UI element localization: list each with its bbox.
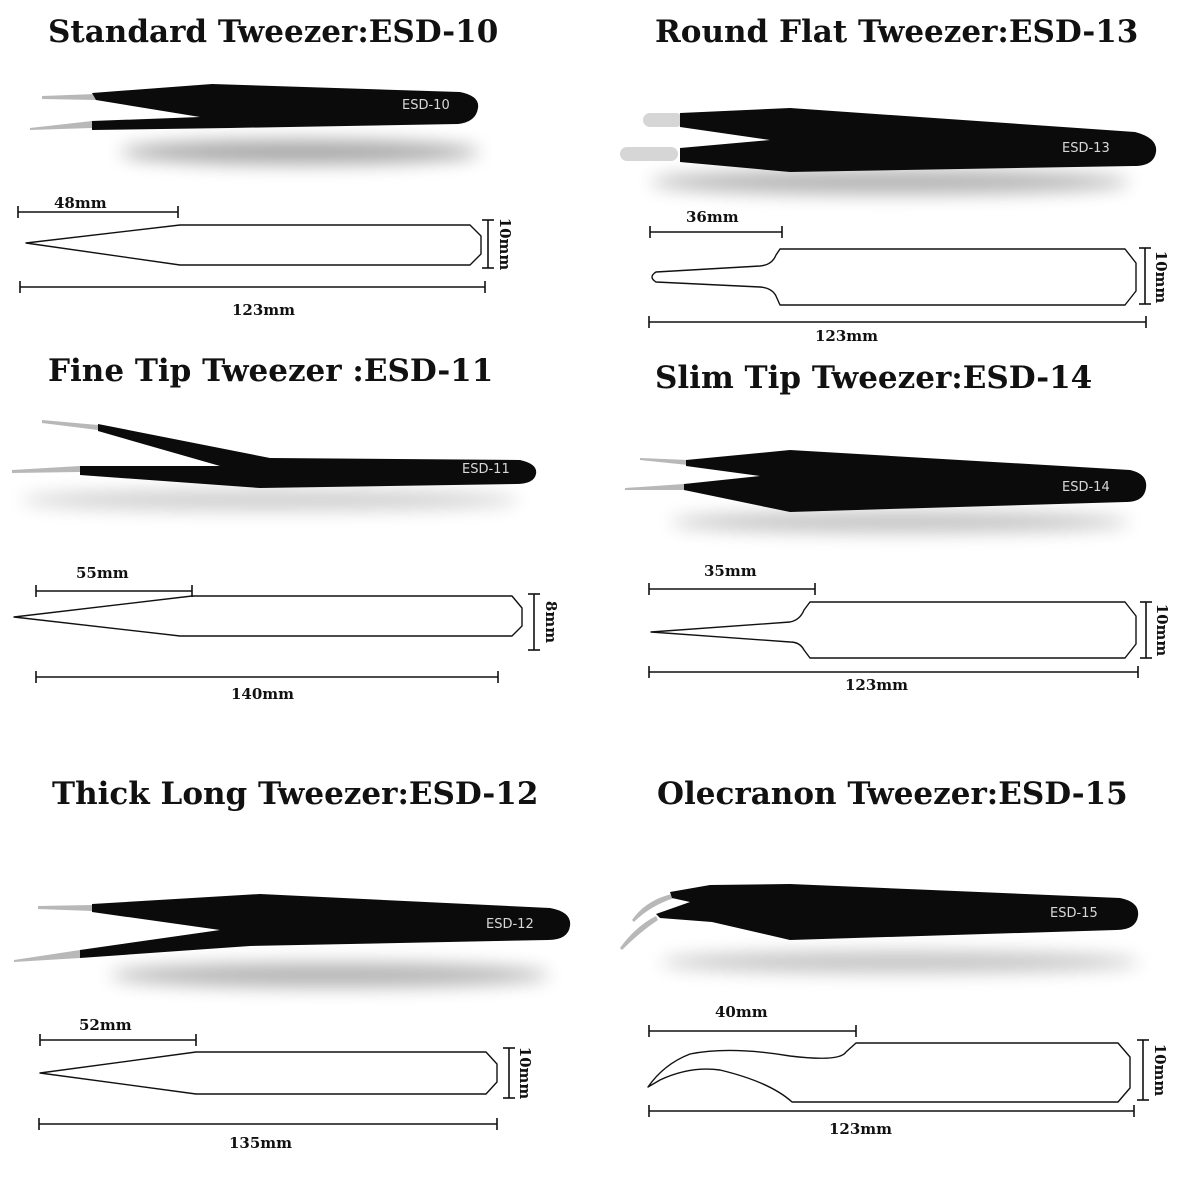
width-label: 10mm: [1152, 250, 1170, 304]
width-label: 10mm: [516, 1046, 534, 1100]
engraving-label: ESD-11: [462, 462, 510, 477]
panel-esd-10: [18, 14, 514, 319]
width-label: 8mm: [542, 600, 560, 644]
panel-esd-15: [620, 776, 1169, 1138]
tip-length-label: 35mm: [704, 562, 757, 580]
engraving-label: ESD-13: [1062, 141, 1110, 156]
tweezer-title: Olecranon Tweezer:ESD-15: [657, 776, 1128, 812]
outline-drawing-esd-11: [14, 564, 560, 703]
tip-length-label: 48mm: [54, 194, 107, 212]
tweezer-photo-esd-13: [620, 108, 1156, 194]
engraving-label: ESD-12: [486, 917, 534, 932]
total-length-label: 140mm: [231, 685, 295, 703]
tip-length-label: 55mm: [76, 564, 129, 582]
outline-drawing-esd-10: [18, 194, 514, 319]
width-label: 10mm: [1153, 603, 1171, 657]
width-label: 10mm: [1151, 1043, 1169, 1097]
tweezer-photo-esd-15: [620, 884, 1140, 972]
tip-length-label: 40mm: [715, 1003, 768, 1021]
width-label: 10mm: [496, 217, 514, 271]
total-length-label: 123mm: [845, 676, 909, 694]
total-length-label: 123mm: [232, 301, 296, 319]
tweezer-title: Slim Tip Tweezer:ESD-14: [655, 360, 1093, 396]
panel-esd-11: [12, 353, 560, 703]
tweezer-photo-esd-10: [30, 84, 480, 164]
tweezer-title: Standard Tweezer:ESD-10: [48, 14, 499, 50]
tweezer-title: Thick Long Tweezer:ESD-12: [52, 776, 539, 812]
tip-length-label: 52mm: [79, 1016, 132, 1034]
panel-esd-14: [625, 360, 1171, 694]
total-length-label: 135mm: [229, 1134, 293, 1152]
outline-drawing-esd-15: [648, 1003, 1169, 1138]
tweezer-photo-esd-12: [14, 894, 570, 987]
tweezer-photo-esd-14: [625, 450, 1146, 532]
engraving-label: ESD-14: [1062, 480, 1110, 495]
total-length-label: 123mm: [815, 327, 879, 345]
tweezer-title: Round Flat Tweezer:ESD-13: [655, 14, 1139, 50]
engraving-label: ESD-15: [1050, 906, 1098, 921]
outline-drawing-esd-12: [39, 1016, 534, 1152]
outline-drawing-esd-14: [649, 562, 1171, 694]
outline-drawing-esd-13: [649, 208, 1170, 345]
tip-length-label: 36mm: [686, 208, 739, 226]
engraving-label: ESD-10: [402, 98, 450, 113]
total-length-label: 123mm: [829, 1120, 893, 1138]
panel-esd-12: [14, 776, 570, 1152]
tweezer-photo-esd-11: [12, 420, 536, 510]
panel-esd-13: [620, 14, 1170, 345]
tweezer-title: Fine Tip Tweezer :ESD-11: [48, 353, 494, 389]
